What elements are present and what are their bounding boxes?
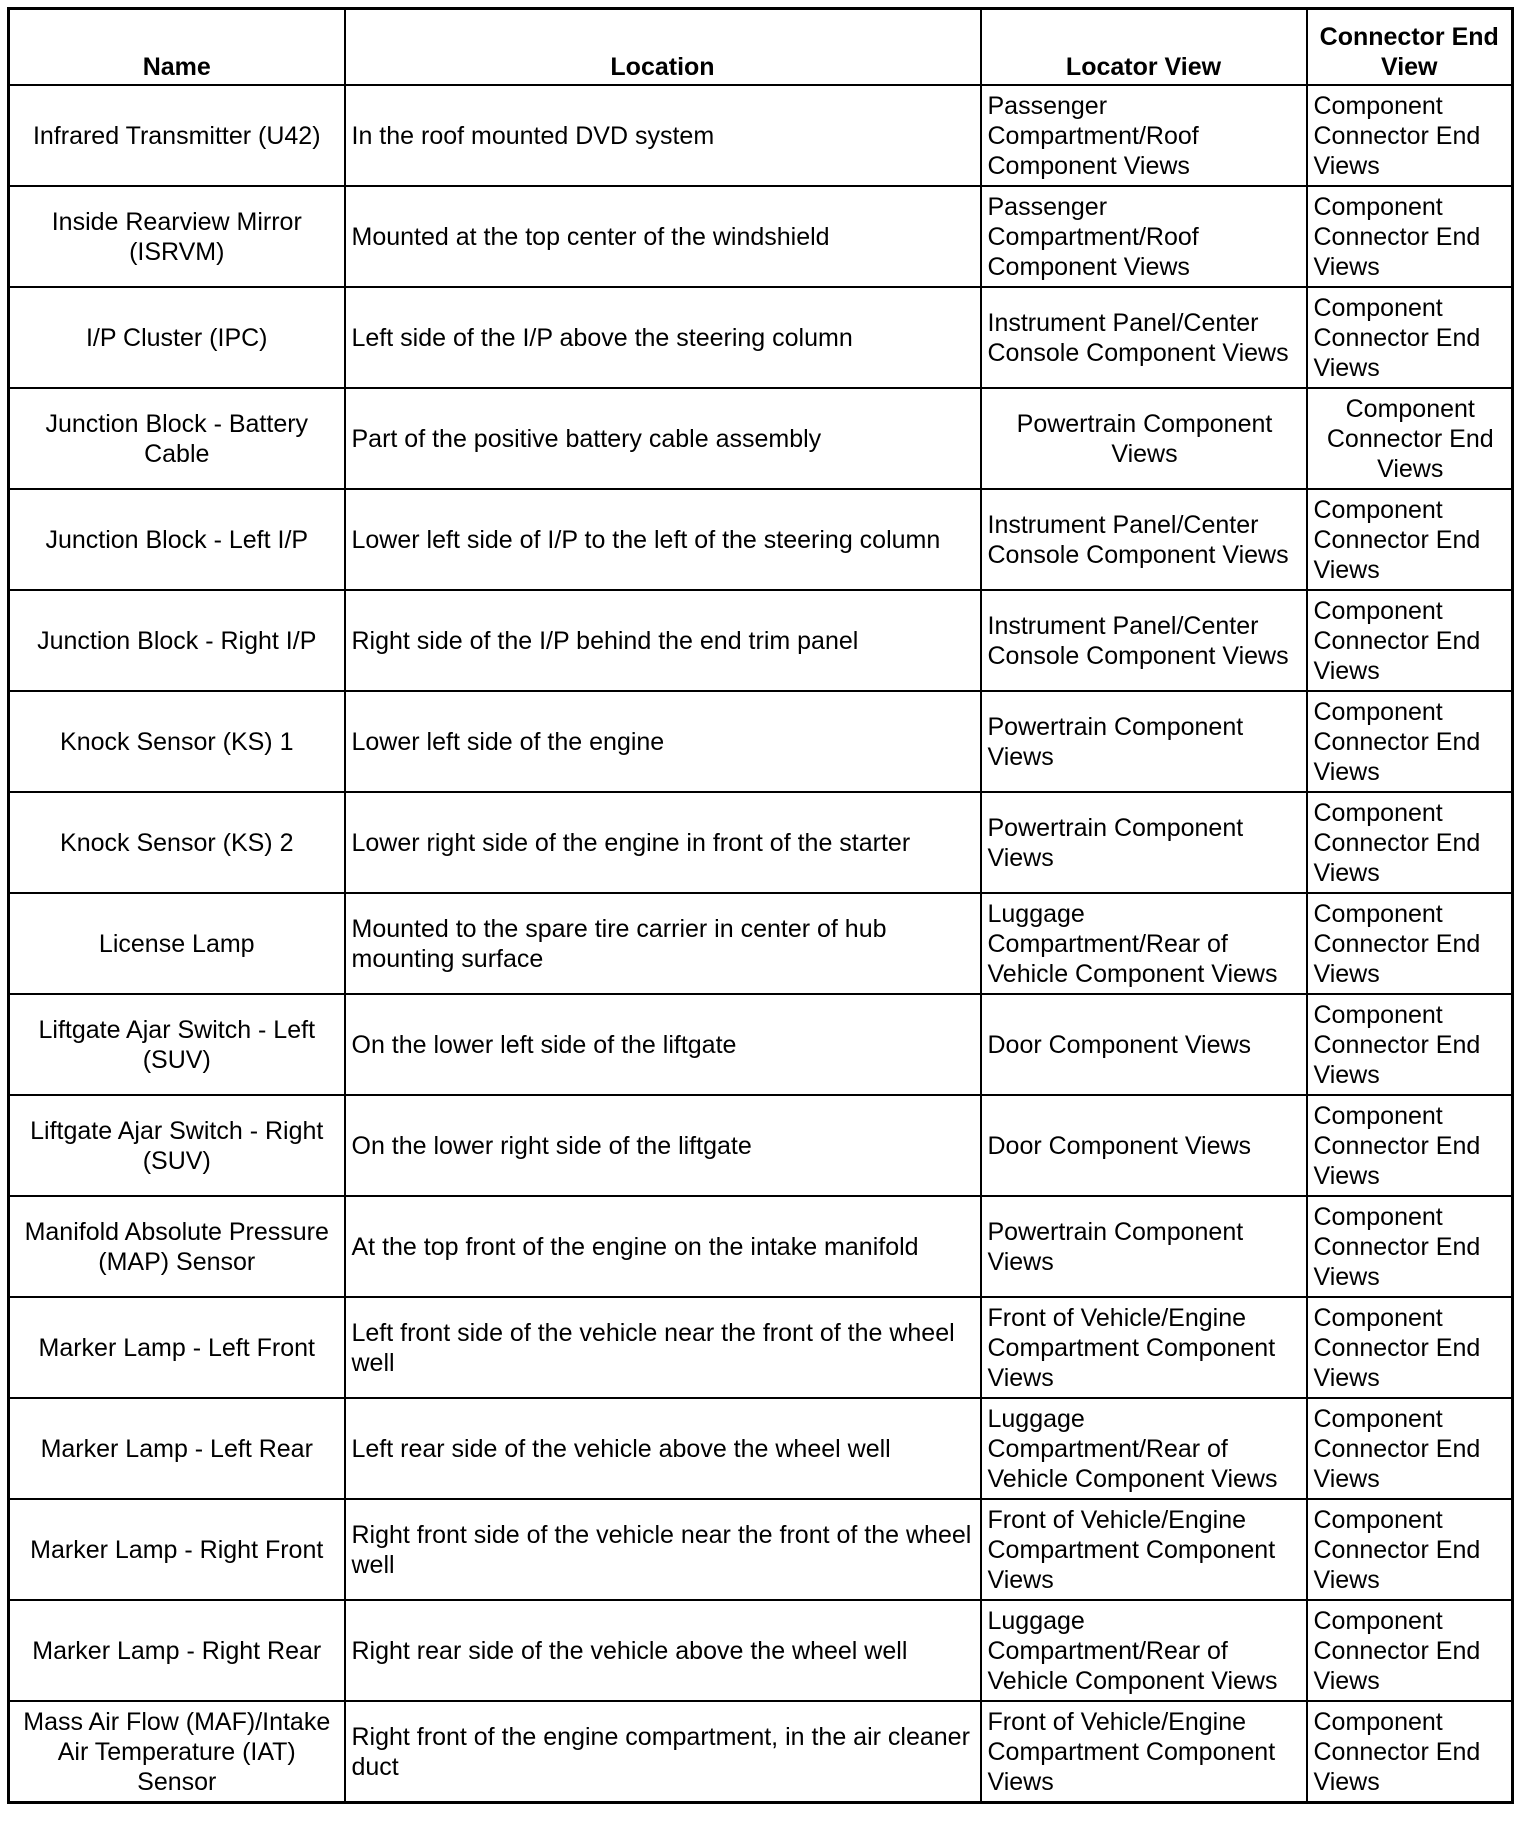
cell-location: Right side of the I/P behind the end trim panel <box>345 590 981 691</box>
cell-connector-end-view: Component Connector End Views <box>1307 287 1513 388</box>
cell-name: Mass Air Flow (MAF)/Intake Air Temperature (IAT) Sensor <box>9 1701 345 1803</box>
cell-name: Manifold Absolute Pressure (MAP) Sensor <box>9 1196 345 1297</box>
cell-connector-end-view: Component Connector End Views <box>1307 590 1513 691</box>
component-locator-table-container <box>7 7 1511 1804</box>
cell-connector-end-view: Component Connector End Views <box>1307 893 1513 994</box>
cell-locator-view: Door Component Views <box>981 1095 1307 1196</box>
header-locator-view: Locator View <box>981 9 1307 86</box>
cell-locator-view: Luggage Compartment/Rear of Vehicle Component Views <box>981 1600 1307 1701</box>
cell-name: Junction Block - Battery Cable <box>9 388 345 489</box>
cell-location: Right front side of the vehicle near the front of the wheel well <box>345 1499 981 1600</box>
cell-name: Junction Block - Left I/P <box>9 489 345 590</box>
cell-locator-view: Powertrain Component Views <box>981 691 1307 792</box>
table-header <box>9 9 1513 86</box>
cell-locator-view: Instrument Panel/Center Console Component Views <box>981 287 1307 388</box>
table-row <box>9 590 1513 691</box>
cell-name: Marker Lamp - Right Front <box>9 1499 345 1600</box>
cell-location: On the lower left side of the liftgate <box>345 994 981 1095</box>
table-row <box>9 1398 1513 1499</box>
cell-location: Right rear side of the vehicle above the wheel well <box>345 1600 981 1701</box>
cell-connector-end-view: Component Connector End Views <box>1307 489 1513 590</box>
cell-location: Lower left side of I/P to the left of the steering column <box>345 489 981 590</box>
table-row <box>9 388 1513 489</box>
cell-name: Liftgate Ajar Switch - Left (SUV) <box>9 994 345 1095</box>
cell-locator-view: Passenger Compartment/Roof Component Views <box>981 85 1307 186</box>
cell-location: Left side of the I/P above the steering column <box>345 287 981 388</box>
cell-name: Knock Sensor (KS) 2 <box>9 792 345 893</box>
cell-connector-end-view: Component Connector End Views <box>1307 691 1513 792</box>
cell-name: I/P Cluster (IPC) <box>9 287 345 388</box>
cell-location: At the top front of the engine on the intake manifold <box>345 1196 981 1297</box>
cell-location: In the roof mounted DVD system <box>345 85 981 186</box>
table-row <box>9 287 1513 388</box>
cell-locator-view: Instrument Panel/Center Console Component Views <box>981 590 1307 691</box>
cell-location: Mounted at the top center of the windshield <box>345 186 981 287</box>
cell-location: Lower right side of the engine in front of the starter <box>345 792 981 893</box>
cell-locator-view: Powertrain Component Views <box>981 388 1307 489</box>
cell-locator-view: Luggage Compartment/Rear of Vehicle Component Views <box>981 893 1307 994</box>
cell-connector-end-view: Component Connector End Views <box>1307 1095 1513 1196</box>
cell-name: Marker Lamp - Left Rear <box>9 1398 345 1499</box>
table-row <box>9 85 1513 186</box>
cell-name: Inside Rearview Mirror (ISRVM) <box>9 186 345 287</box>
table-row <box>9 1600 1513 1701</box>
cell-locator-view: Luggage Compartment/Rear of Vehicle Component Views <box>981 1398 1307 1499</box>
table-row <box>9 691 1513 792</box>
table-body <box>9 85 1513 1803</box>
cell-locator-view: Powertrain Component Views <box>981 1196 1307 1297</box>
cell-locator-view: Door Component Views <box>981 994 1307 1095</box>
cell-location: Part of the positive battery cable assembly <box>345 388 981 489</box>
header-connector-end-view: Connector End View <box>1307 9 1513 86</box>
table-row <box>9 1297 1513 1398</box>
header-location: Location <box>345 9 981 86</box>
cell-locator-view: Instrument Panel/Center Console Component Views <box>981 489 1307 590</box>
table-row <box>9 1499 1513 1600</box>
table-row <box>9 1095 1513 1196</box>
cell-name: Infrared Transmitter (U42) <box>9 85 345 186</box>
cell-connector-end-view: Component Connector End Views <box>1307 1600 1513 1701</box>
cell-connector-end-view: Component Connector End Views <box>1307 1297 1513 1398</box>
cell-name: Junction Block - Right I/P <box>9 590 345 691</box>
table-row <box>9 186 1513 287</box>
cell-name: Marker Lamp - Left Front <box>9 1297 345 1398</box>
component-locator-table <box>7 7 1514 1804</box>
cell-connector-end-view: Component Connector End Views <box>1307 85 1513 186</box>
cell-location: Mounted to the spare tire carrier in center of hub mounting surface <box>345 893 981 994</box>
table-row <box>9 893 1513 994</box>
cell-locator-view: Front of Vehicle/Engine Compartment Component Views <box>981 1499 1307 1600</box>
cell-location: Left front side of the vehicle near the front of the wheel well <box>345 1297 981 1398</box>
table-row <box>9 1196 1513 1297</box>
table-row <box>9 792 1513 893</box>
cell-locator-view: Passenger Compartment/Roof Component Views <box>981 186 1307 287</box>
header-name: Name <box>9 9 345 86</box>
cell-location: Right front of the engine compartment, in the air cleaner duct <box>345 1701 981 1803</box>
cell-name: Marker Lamp - Right Rear <box>9 1600 345 1701</box>
table-row <box>9 1701 1513 1803</box>
cell-name: Knock Sensor (KS) 1 <box>9 691 345 792</box>
cell-name: Liftgate Ajar Switch - Right (SUV) <box>9 1095 345 1196</box>
cell-locator-view: Front of Vehicle/Engine Compartment Component Views <box>981 1701 1307 1803</box>
cell-connector-end-view: Component Connector End Views <box>1307 792 1513 893</box>
cell-location: Left rear side of the vehicle above the wheel well <box>345 1398 981 1499</box>
cell-connector-end-view: Component Connector End Views <box>1307 1499 1513 1600</box>
header-row <box>9 9 1513 86</box>
cell-locator-view: Front of Vehicle/Engine Compartment Component Views <box>981 1297 1307 1398</box>
cell-name: License Lamp <box>9 893 345 994</box>
cell-connector-end-view: Component Connector End Views <box>1307 994 1513 1095</box>
cell-locator-view: Powertrain Component Views <box>981 792 1307 893</box>
cell-location: On the lower right side of the liftgate <box>345 1095 981 1196</box>
cell-connector-end-view: Component Connector End Views <box>1307 186 1513 287</box>
table-row <box>9 994 1513 1095</box>
table-row <box>9 489 1513 590</box>
cell-location: Lower left side of the engine <box>345 691 981 792</box>
cell-connector-end-view: Component Connector End Views <box>1307 1398 1513 1499</box>
cell-connector-end-view: Component Connector End Views <box>1307 1701 1513 1803</box>
cell-connector-end-view: Component Connector End Views <box>1307 388 1513 489</box>
cell-connector-end-view: Component Connector End Views <box>1307 1196 1513 1297</box>
